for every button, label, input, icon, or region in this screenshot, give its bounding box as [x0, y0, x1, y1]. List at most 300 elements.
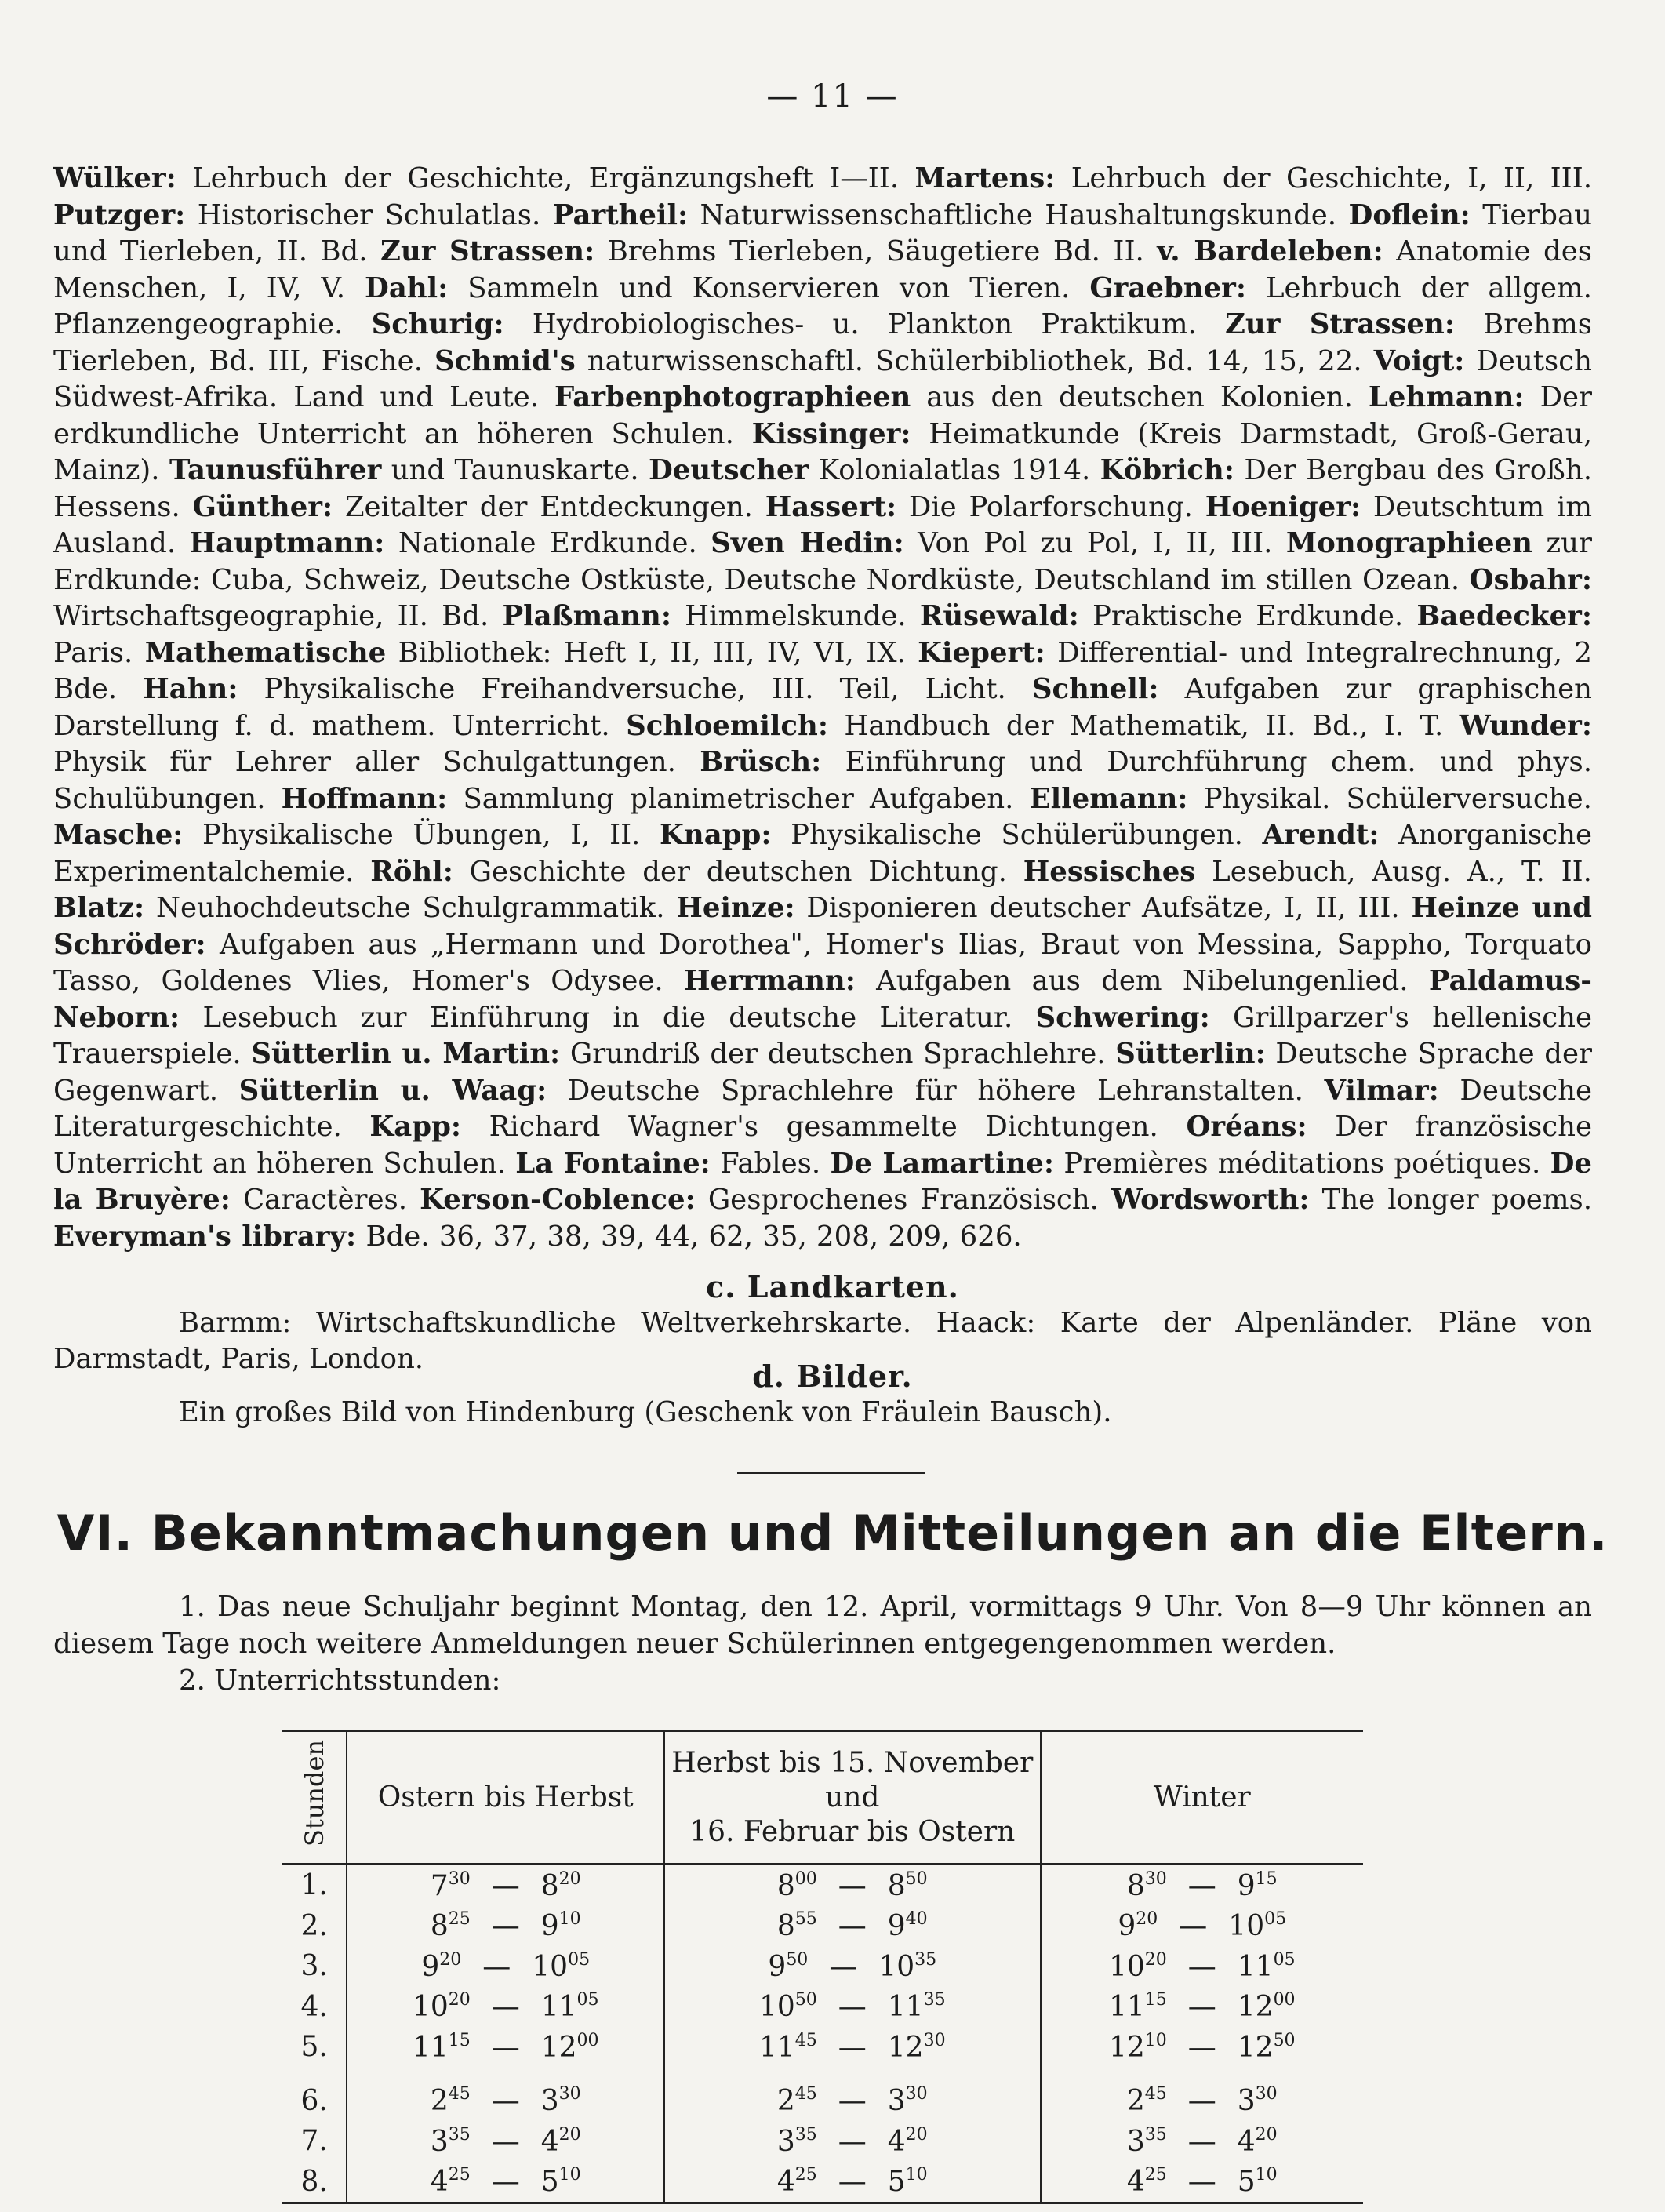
end-minute: 35: [914, 1949, 937, 1970]
start-minute: 15: [1144, 1990, 1167, 2010]
book-author: Arendt:: [1262, 819, 1380, 851]
end-hour: 9: [540, 1910, 559, 1943]
maps-heading: c. Landkarten.: [706, 1269, 959, 1304]
book-entry: [553, 199, 1336, 231]
time-range-a: [347, 2162, 664, 2203]
book-author: Everyman's library:: [53, 1220, 357, 1253]
book-title: Anorganische Experimentalchemie.: [53, 819, 1592, 888]
schedule-header-row: [282, 1731, 1363, 1865]
book-title: Gesprochenes Französisch.: [707, 1184, 1099, 1216]
start-minute: 45: [448, 2084, 471, 2105]
book-entry: [145, 637, 906, 669]
book-author: Heinze:: [676, 892, 795, 924]
hour-number: 5.: [300, 2031, 328, 2064]
book-title: Himmelskunde.: [685, 600, 907, 632]
end-minute: 05: [1264, 1909, 1287, 1930]
end-hour: 4: [1237, 2125, 1256, 2158]
time-range-c: [1041, 1946, 1364, 1987]
start-minute: 25: [448, 2165, 471, 2185]
book-author: Wülker:: [53, 162, 176, 195]
book-author: Wunder:: [1459, 709, 1592, 742]
book-title: Historischer Schulatlas.: [197, 198, 541, 231]
range-dash: —: [838, 2085, 867, 2118]
book-author: Paldamus-Neborn:: [53, 965, 1592, 1034]
start-hour: 8: [1126, 1869, 1145, 1902]
end-hour: 5: [887, 2166, 906, 2199]
time-range-b: [664, 1906, 1040, 1947]
book-title: Deutsche Literaturgeschichte.: [53, 1074, 1592, 1143]
start-hour: 2: [430, 2085, 449, 2118]
book-title: Aufgaben aus dem Nibelungenlied.: [876, 965, 1409, 997]
book-author: Knapp:: [660, 819, 772, 851]
hour-number: 8.: [282, 2162, 347, 2203]
book-author: Lehmann:: [1368, 381, 1525, 413]
book-author: Rüsewald:: [919, 600, 1079, 632]
section-paragraph-1: 1. Das neue Schuljahr beginnt Montag, den 12. April, vormittags 9 Uhr. Von 8—9 Uhr können an diesem Tage noch weitere Anmeldungen neuer Schülerinnen entgegengenommen werden.: [53, 1591, 1592, 1660]
header-col2: Herbst bis 15. November und 16. Februar bis Ostern: [664, 1731, 1040, 1865]
range-dash: —: [1179, 1910, 1208, 1943]
book-title: Physikalische Schülerübungen.: [791, 819, 1243, 851]
book-title: Aufgaben aus „Hermann und Dorothea", Homer's Ilias, Braut von Messina, Sappho, Torquato Tasso, Goldenes Vlies, Homer's Odysee.: [53, 928, 1592, 997]
end-hour: 3: [540, 2085, 559, 2118]
start-hour: 4: [776, 2166, 795, 2199]
book-title: Brehms Tierleben, Säugetiere Bd. II.: [607, 235, 1144, 267]
start-hour: 2: [776, 2085, 795, 2118]
time-range-b: [664, 1865, 1040, 1906]
book-entry: [1111, 1184, 1592, 1216]
book-author: Plaßmann:: [502, 600, 671, 632]
schedule-row: [282, 2121, 1363, 2162]
end-hour: 10: [878, 1950, 915, 1983]
book-entry: [1023, 856, 1592, 888]
schedule-row: [282, 1946, 1363, 1987]
end-minute: 20: [905, 2124, 928, 2145]
hour-number: 1.: [300, 1869, 328, 1902]
page-number: — 11 —: [766, 78, 899, 115]
book-entry: [190, 527, 697, 559]
book-entry: [515, 1148, 820, 1180]
book-title: Der französische Unterricht an höheren Schulen.: [53, 1111, 1592, 1180]
book-title: Caractères.: [242, 1184, 408, 1216]
book-title: Premières méditations poétiques.: [1063, 1147, 1541, 1180]
time-range-c: [1041, 1865, 1364, 1906]
end-minute: 30: [923, 2030, 946, 2050]
start-hour: 3: [430, 2125, 449, 2158]
end-minute: 35: [923, 1990, 946, 2010]
start-hour: 7: [430, 1869, 449, 1902]
hour-number: 6.: [300, 2084, 328, 2117]
book-title: Aufgaben zur graphischen Darstellung f. d. mathem. Unterricht.: [53, 673, 1592, 742]
header-col1: Ostern bis Herbst: [347, 1731, 664, 1865]
end-minute: 50: [1273, 2030, 1296, 2050]
book-author: La Fontaine:: [515, 1147, 711, 1180]
book-author: v. Bardeleben:: [1157, 235, 1383, 267]
schedule-table: [282, 1730, 1363, 2204]
book-entry: [434, 345, 1362, 377]
end-hour: 3: [1237, 2085, 1256, 2118]
schedule-row: [282, 2027, 1363, 2081]
end-hour: 10: [1228, 1910, 1265, 1943]
start-minute: 50: [786, 1949, 809, 1970]
start-hour: 12: [1108, 2031, 1145, 2064]
time-range-a: [347, 1946, 664, 1987]
book-author: Sütterlin:: [1115, 1038, 1266, 1070]
book-author: Blatz:: [53, 892, 145, 924]
time-range-a: [347, 1865, 664, 1906]
start-minute: 20: [448, 1990, 471, 2010]
book-author: Partheil:: [552, 198, 689, 231]
start-hour: 9: [421, 1950, 440, 1983]
book-author: Heinze und Schröder:: [53, 892, 1592, 961]
time-range-a: [347, 1906, 664, 1947]
book-entry: [53, 892, 665, 924]
end-hour: 11: [540, 1991, 577, 2024]
book-title: Naturwissenschaftliche Haushaltungskunde.: [700, 198, 1337, 231]
book-title: Der Bergbau des Großh. Hessens.: [53, 454, 1592, 523]
book-title: und Taunuskarte.: [391, 454, 639, 486]
book-title: Zeitalter der Entdeckungen.: [344, 490, 753, 523]
range-dash: —: [1187, 1950, 1216, 1983]
end-hour: 9: [1237, 1869, 1256, 1902]
section-paragraph-2: 2. Unterrichtsstunden:: [179, 1664, 501, 1697]
end-minute: 20: [558, 1868, 581, 1889]
book-author: Kissinger:: [751, 417, 911, 450]
end-minute: 00: [576, 2030, 599, 2050]
header-col3: Winter: [1041, 1731, 1364, 1865]
book-entry: [282, 783, 1014, 815]
book-author: Hoffmann:: [281, 782, 448, 815]
book-title: Lesebuch, Ausg. A., T. II.: [1212, 855, 1592, 888]
section-divider: [737, 1472, 925, 1474]
book-author: Schwering:: [1035, 1001, 1210, 1034]
book-entry: [1030, 783, 1592, 815]
book-title: Fables.: [720, 1147, 821, 1180]
time-range-c: [1041, 2162, 1364, 2203]
book-title: Heimatkunde (Kreis Darmstadt, Groß-Gerau, Mainz).: [53, 417, 1592, 486]
range-dash: —: [838, 2166, 867, 2199]
book-entry: [660, 819, 1243, 851]
book-entry: [251, 1038, 1105, 1070]
end-minute: 10: [1255, 2165, 1278, 2185]
book-title: Physikal. Schülerversuche.: [1203, 782, 1592, 815]
book-author: De Lamartine:: [830, 1147, 1054, 1180]
start-minute: 10: [1144, 2030, 1167, 2050]
book-entry: [169, 454, 639, 486]
book-author: Hessisches: [1023, 855, 1196, 888]
book-title: Neuhochdeutsche Schulgrammatik.: [155, 892, 665, 924]
book-title: Disponieren deutscher Aufsätze, I, II, III.: [806, 892, 1400, 924]
book-author: Ellemann:: [1029, 782, 1188, 815]
book-title: Brehms Tierleben, Bd. III, Fische.: [53, 308, 1592, 377]
range-dash: —: [491, 1991, 520, 2024]
start-hour: 8: [776, 1869, 795, 1902]
book-author: Zur Strassen:: [1225, 308, 1455, 340]
book-entry: [626, 710, 1443, 742]
schedule-row: [282, 1865, 1363, 1906]
start-hour: 4: [1126, 2166, 1145, 2199]
book-entry: [554, 381, 1353, 413]
book-author: Oréans:: [1186, 1111, 1307, 1143]
book-title: Richard Wagner's gesammelte Dichtungen.: [489, 1111, 1158, 1143]
time-range-a: [347, 1987, 664, 2028]
range-dash: —: [491, 1910, 520, 1943]
end-hour: 4: [887, 2125, 906, 2158]
book-title: Die Polarforschung.: [908, 490, 1193, 523]
book-entry: [676, 892, 1399, 924]
end-hour: 12: [540, 2031, 577, 2064]
book-entry: [143, 673, 1006, 705]
book-author: Hassert:: [765, 490, 897, 523]
book-entry: [239, 1075, 1303, 1107]
start-minute: 25: [1144, 2165, 1167, 2185]
end-hour: 12: [1237, 2031, 1274, 2064]
end-minute: 10: [558, 1909, 581, 1930]
book-title: Physikalische Freihandversuche, III. Teil, Licht.: [264, 673, 1006, 705]
book-title: Kolonialatlas 1914.: [818, 454, 1091, 486]
book-author: Deutscher: [649, 454, 809, 486]
start-minute: 20: [1144, 1949, 1167, 1970]
book-author: Sven Hedin:: [711, 527, 904, 559]
book-author: Wordsworth:: [1111, 1184, 1310, 1216]
start-hour: 3: [776, 2125, 795, 2158]
book-title: Praktische Erdkunde.: [1092, 600, 1404, 632]
book-entry: [372, 308, 1197, 340]
book-entry: [53, 1221, 1022, 1253]
start-hour: 11: [758, 2031, 795, 2064]
schedule-row: [282, 1906, 1363, 1947]
range-dash: —: [838, 1910, 867, 1943]
book-entry: [53, 199, 540, 231]
start-hour: 11: [412, 2031, 449, 2064]
book-author: Sütterlin u. Martin:: [251, 1038, 561, 1070]
book-author: Baedecker:: [1416, 600, 1592, 632]
start-minute: 20: [439, 1949, 462, 1970]
book-list: [53, 161, 1592, 1255]
schedule-row: [282, 2162, 1363, 2203]
book-entry: [370, 856, 1007, 888]
start-minute: 45: [794, 2030, 817, 2050]
book-author: Mathematische: [144, 636, 387, 669]
time-range-b: [664, 2081, 1040, 2122]
range-dash: —: [491, 1869, 520, 1902]
book-author: Voigt:: [1373, 344, 1465, 377]
book-title: Grundriß der deutschen Sprachlehre.: [569, 1038, 1106, 1070]
book-title: Bde. 36, 37, 38, 39, 44, 62, 35, 208, 209, 626.: [365, 1220, 1022, 1253]
header-hour: Stunden: [282, 1731, 347, 1865]
time-range-b: [664, 1987, 1040, 2028]
book-author: Vilmar:: [1324, 1074, 1439, 1107]
book-entry: [765, 491, 1193, 523]
start-hour: 11: [1108, 1991, 1145, 2024]
time-range-c: [1041, 2027, 1364, 2081]
range-dash: —: [482, 1950, 511, 1983]
end-hour: 10: [532, 1950, 569, 1983]
time-range-b: [664, 2121, 1040, 2162]
book-title: Differential- und Integralrechnung, 2 Bde.: [53, 636, 1592, 705]
end-minute: 05: [576, 1990, 599, 2010]
end-hour: 8: [887, 1869, 906, 1902]
start-hour: 9: [1118, 1910, 1136, 1943]
book-entry: [831, 1148, 1541, 1180]
book-title: Hydrobiologisches- u. Plankton Praktikum.: [532, 308, 1197, 340]
book-author: Köbrich:: [1100, 454, 1234, 486]
time-range-c: [1041, 1906, 1364, 1947]
book-title: Lehrbuch der allgem. Pflanzengeographie.: [53, 271, 1592, 340]
start-minute: 30: [448, 1868, 471, 1889]
start-hour: 9: [768, 1950, 787, 1983]
start-minute: 55: [794, 1909, 817, 1930]
book-entry: [193, 491, 753, 523]
book-title: Handbuch der Mathematik, II. Bd., I. T.: [844, 709, 1444, 742]
end-minute: 20: [1255, 2124, 1278, 2145]
book-title: Einführung und Durchführung chem. und phys. Schulübungen.: [53, 746, 1592, 815]
book-title: Von Pol zu Pol, I, II, III.: [918, 527, 1273, 559]
book-title: Bibliothek: Heft I, II, III, IV, VI, IX.: [398, 636, 906, 669]
start-minute: 50: [794, 1990, 817, 2010]
start-hour: 10: [412, 1991, 449, 2024]
start-minute: 30: [1144, 1868, 1167, 1889]
book-title: Sammlung planimetrischer Aufgaben.: [463, 782, 1014, 815]
end-hour: 9: [887, 1910, 906, 1943]
book-entry: [915, 162, 1593, 195]
pictures-text: Ein großes Bild von Hindenburg (Geschenk von Fräulein Bausch).: [179, 1396, 1112, 1428]
hour-number: 7.: [300, 2125, 328, 2158]
range-dash: —: [1187, 2031, 1216, 2064]
book-author: Schnell:: [1031, 673, 1159, 705]
time-range-a: [347, 2121, 664, 2162]
book-author: Putzger:: [53, 198, 186, 231]
book-entry: [420, 1184, 1099, 1216]
book-title: Lesebuch zur Einführung in die deutsche Literatur.: [202, 1001, 1013, 1034]
end-hour: 5: [540, 2166, 559, 2199]
range-dash: —: [1187, 1869, 1216, 1902]
maps-text: Barmm: Wirtschaftskundliche Weltverkehrskarte. Haack: Karte der Alpenländer. Pläne von Darmstadt, Paris, London.: [53, 1307, 1592, 1375]
book-entry: [380, 235, 1144, 267]
range-dash: —: [1187, 2166, 1216, 2199]
book-author: Osbahr:: [1469, 563, 1592, 596]
book-title: Lehrbuch der Geschichte, I, II, III.: [1071, 162, 1593, 195]
range-dash: —: [491, 2085, 520, 2118]
range-dash: —: [838, 1991, 867, 2024]
book-author: Doflein:: [1348, 198, 1471, 231]
book-title: Geschichte der deutschen Dichtung.: [469, 855, 1007, 888]
time-range-a: [347, 2081, 664, 2122]
book-title: Physik für Lehrer aller Schulgattungen.: [53, 746, 676, 778]
time-range-b: [664, 2027, 1040, 2081]
end-minute: 40: [905, 1909, 928, 1930]
start-hour: 8: [776, 1910, 795, 1943]
end-minute: 10: [905, 2165, 928, 2185]
start-minute: 35: [794, 2124, 817, 2145]
end-hour: 12: [1237, 1991, 1274, 2024]
end-minute: 20: [558, 2124, 581, 2145]
end-minute: 30: [1255, 2084, 1278, 2105]
book-entry: [502, 600, 906, 632]
book-title: Paris.: [53, 636, 133, 669]
start-hour: 3: [1126, 2125, 1145, 2158]
end-minute: 10: [558, 2165, 581, 2185]
end-hour: 4: [540, 2125, 559, 2158]
end-minute: 05: [1273, 1949, 1296, 1970]
end-minute: 50: [905, 1868, 928, 1889]
start-hour: 8: [430, 1910, 449, 1943]
book-title: zur Erdkunde: Cuba, Schweiz, Deutsche Ostküste, Deutsche Nordküste, Deutschland im stillen Ozean.: [53, 527, 1592, 596]
book-author: Schurig:: [371, 308, 504, 340]
book-title: Sammeln und Konservieren von Tieren.: [467, 271, 1071, 304]
range-dash: —: [491, 2031, 520, 2064]
end-hour: 5: [1237, 2166, 1256, 2199]
range-dash: —: [838, 2031, 867, 2064]
book-author: Hauptmann:: [189, 527, 385, 559]
range-dash: —: [838, 1869, 867, 1902]
start-minute: 15: [448, 2030, 471, 2050]
range-dash: —: [1187, 2085, 1216, 2118]
book-author: Brüsch:: [700, 746, 822, 778]
start-minute: 45: [794, 2084, 817, 2105]
end-hour: 8: [540, 1869, 559, 1902]
book-author: Günther:: [192, 490, 333, 523]
start-hour: 4: [430, 2166, 449, 2199]
book-title: Deutsche Sprachlehre für höhere Lehranstalten.: [567, 1074, 1303, 1107]
book-author: Taunusführer: [169, 454, 382, 486]
book-entry: [711, 527, 1272, 559]
hour-number: 3.: [300, 1950, 328, 1983]
book-author: Monographieen: [1285, 527, 1532, 559]
book-author: Hahn:: [143, 673, 238, 705]
end-hour: 3: [887, 2085, 906, 2118]
book-author: Herrmann:: [683, 965, 856, 997]
schedule-row: [282, 1987, 1363, 2028]
start-hour: 10: [1108, 1950, 1145, 1983]
section-title: VI. Bekanntmachungen und Mitteilungen an die Eltern.: [56, 1504, 1609, 1562]
book-entry: [53, 162, 899, 195]
book-entry: [920, 600, 1403, 632]
time-range-c: [1041, 2081, 1364, 2122]
book-author: Schmid's: [434, 344, 576, 377]
range-dash: —: [838, 2125, 867, 2158]
book-title: Der erdkundliche Unterricht an höheren Schulen.: [53, 381, 1593, 450]
hour-number: 4.: [300, 1990, 328, 2023]
book-author: Kiepert:: [918, 636, 1045, 669]
book-title: The longer poems.: [1321, 1184, 1592, 1216]
start-minute: 00: [794, 1868, 817, 1889]
book-author: Martens:: [914, 162, 1056, 195]
book-title: aus den deutschen Kolonien.: [926, 381, 1353, 413]
book-author: Zur Strassen:: [380, 235, 595, 267]
book-entry: [369, 1111, 1158, 1143]
book-title: Deutsche Sprache der Gegenwart.: [53, 1038, 1592, 1107]
start-minute: 35: [448, 2124, 471, 2145]
book-title: naturwissenschaftl. Schülerbibliothek, Bd. 14, 15, 22.: [587, 344, 1362, 377]
book-title: Deutschtum im Ausland.: [53, 490, 1592, 559]
book-entry: [365, 272, 1070, 304]
pictures-heading: d. Bilder.: [752, 1359, 913, 1394]
book-entry: [649, 454, 1090, 486]
book-author: Röhl:: [370, 855, 453, 888]
book-author: Schloemilch:: [626, 709, 828, 742]
book-title: Physikalische Übungen, I, II.: [202, 819, 641, 851]
time-range-b: [664, 2162, 1040, 2203]
start-minute: 45: [1144, 2084, 1167, 2105]
book-title: Nationale Erdkunde.: [398, 527, 697, 559]
book-entry: [53, 819, 640, 851]
book-author: Kerson-Coblence:: [420, 1184, 696, 1216]
time-range-b: [664, 1946, 1040, 1987]
book-title: Deutsch Südwest-Afrika. Land und Leute.: [53, 344, 1592, 413]
start-minute: 35: [1144, 2124, 1167, 2145]
book-author: Dahl:: [365, 271, 449, 304]
end-minute: 30: [558, 2084, 581, 2105]
